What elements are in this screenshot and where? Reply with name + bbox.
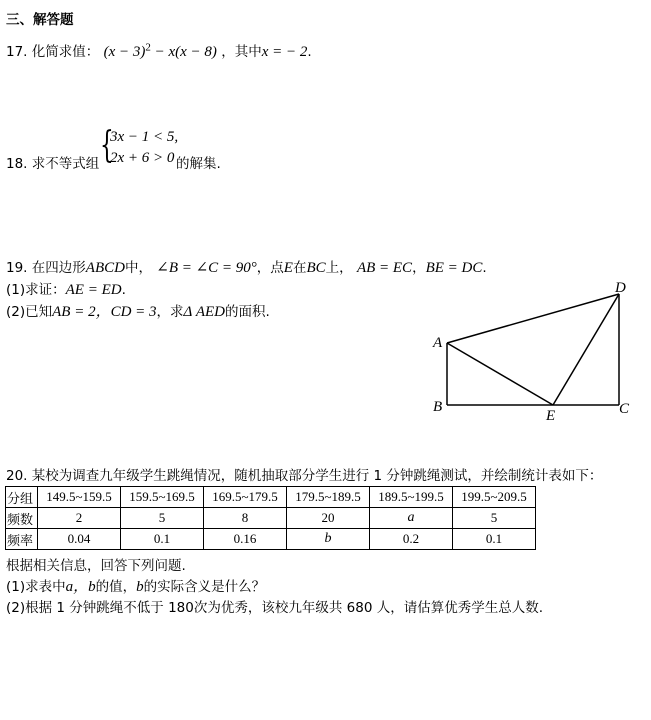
table-cell: 8 bbox=[204, 508, 287, 529]
q19-text-4: 在 bbox=[292, 260, 307, 276]
table-cell: 0.1 bbox=[121, 529, 204, 550]
table-cell: 169.5~179.5 bbox=[204, 487, 287, 508]
row-label: 分组 bbox=[6, 487, 38, 508]
q19-period: . bbox=[482, 260, 487, 276]
q20-after: 根据相关信息，回答下列问题. bbox=[6, 558, 186, 574]
q17-expr-a: (x − 3) bbox=[103, 44, 146, 60]
table-cell: 0.16 bbox=[204, 529, 287, 550]
q19-eq2: BE = DC bbox=[425, 260, 483, 276]
q17-end: . bbox=[307, 44, 312, 60]
q19-seg: BC bbox=[306, 260, 326, 276]
q20-intro: 20. 某校为调查九年级学生跳绳情况，随机抽取部分学生进行 1 分钟跳绳测试，并绘制统计表如下： bbox=[6, 468, 603, 484]
q19-point-e: E bbox=[283, 260, 293, 276]
q18-inequality-1: 3x − 1 < 5, bbox=[110, 129, 179, 145]
table-row-freqs bbox=[6, 529, 536, 550]
q17-number: 17. bbox=[6, 44, 28, 60]
table-row-groups bbox=[6, 487, 536, 508]
label-c: C bbox=[619, 401, 630, 417]
row-label: 频数 bbox=[6, 508, 38, 529]
table-cell: 2 bbox=[38, 508, 121, 529]
q20-part-1 bbox=[6, 575, 265, 596]
q20-part1-b: 的值， bbox=[95, 579, 137, 595]
q18-inequality-2: 2x + 6 > 0 bbox=[110, 150, 175, 166]
table-cell: 5 bbox=[453, 508, 536, 529]
table-cell: 20 bbox=[287, 508, 370, 529]
q17-exponent: 2 bbox=[145, 41, 151, 54]
q19-eq1: AB = EC bbox=[356, 260, 413, 276]
label-d: D bbox=[615, 280, 626, 296]
table-cell: 179.5~189.5 bbox=[287, 487, 370, 508]
label-b: B bbox=[433, 399, 443, 415]
q18-number: 18. bbox=[6, 156, 28, 172]
table-cell: 189.5~199.5 bbox=[370, 487, 453, 508]
segment-ae bbox=[447, 343, 553, 405]
q17-value: x = − 2 bbox=[261, 44, 308, 60]
q19-part2-end: 的面积. bbox=[225, 304, 270, 320]
table-cell: 0.2 bbox=[370, 529, 453, 550]
brace-icon: { bbox=[100, 125, 114, 166]
q19-part1-end: . bbox=[121, 282, 126, 298]
table-cell: a bbox=[370, 508, 453, 529]
q19-text-2: 中， bbox=[124, 260, 152, 276]
q19-part2-mid: ，求 bbox=[156, 304, 184, 320]
q19-text-5: 上， bbox=[325, 260, 353, 276]
table-cell: b bbox=[287, 529, 370, 550]
table-cell: 159.5~169.5 bbox=[121, 487, 204, 508]
q18-suffix: 的解集. bbox=[176, 156, 221, 172]
q18-prompt: 求不等式组 bbox=[31, 156, 100, 172]
q20-part1-vars: a，b bbox=[65, 579, 96, 595]
section-title: 三、解答题 bbox=[6, 12, 74, 28]
q17-prompt: 化简求值： bbox=[31, 44, 100, 60]
q19-text-1: 在四边形 bbox=[31, 260, 86, 276]
q20-part1-var2: b bbox=[136, 579, 144, 595]
frequency-table bbox=[5, 486, 536, 550]
q19-number: 19. bbox=[6, 260, 28, 276]
q19-text-3: ，点 bbox=[256, 260, 284, 276]
q19-comma: ， bbox=[412, 260, 426, 276]
label-a: A bbox=[433, 335, 443, 351]
table-cell: 0.04 bbox=[38, 529, 121, 550]
label-e: E bbox=[546, 408, 556, 424]
q20-part-2: (2)根据 1 分钟跳绳不低于 180次为优秀，该校九年级共 680 人，请估算优秀学生总人数. bbox=[6, 600, 543, 616]
q19-part2-label: (2)已知 bbox=[6, 304, 53, 320]
q17-expr-b: − x(x − 8) bbox=[150, 44, 217, 60]
q20-part1-a: (1)求表中 bbox=[6, 579, 66, 595]
q19-part2-tri: Δ AED bbox=[183, 304, 225, 320]
q19-quad: ABCD bbox=[85, 260, 125, 276]
row-label: 频率 bbox=[6, 529, 38, 550]
table-row-counts bbox=[6, 508, 536, 529]
q20-part1-c: 的实际含义是什么？ bbox=[143, 579, 266, 595]
q19-part1-label: (1)求证： bbox=[6, 282, 66, 298]
q19-part2-expr: AB = 2，CD = 3 bbox=[52, 304, 157, 320]
table-cell: 149.5~159.5 bbox=[38, 487, 121, 508]
table-cell: 0.1 bbox=[453, 529, 536, 550]
q17-condition: ，其中 bbox=[221, 44, 262, 60]
table-cell: 199.5~209.5 bbox=[453, 487, 536, 508]
table-cell: 5 bbox=[121, 508, 204, 529]
q19-part1-expr: AE = ED bbox=[65, 282, 122, 298]
q19-angles: ∠B = ∠C = 90° bbox=[156, 260, 257, 276]
segment-da bbox=[447, 294, 619, 343]
